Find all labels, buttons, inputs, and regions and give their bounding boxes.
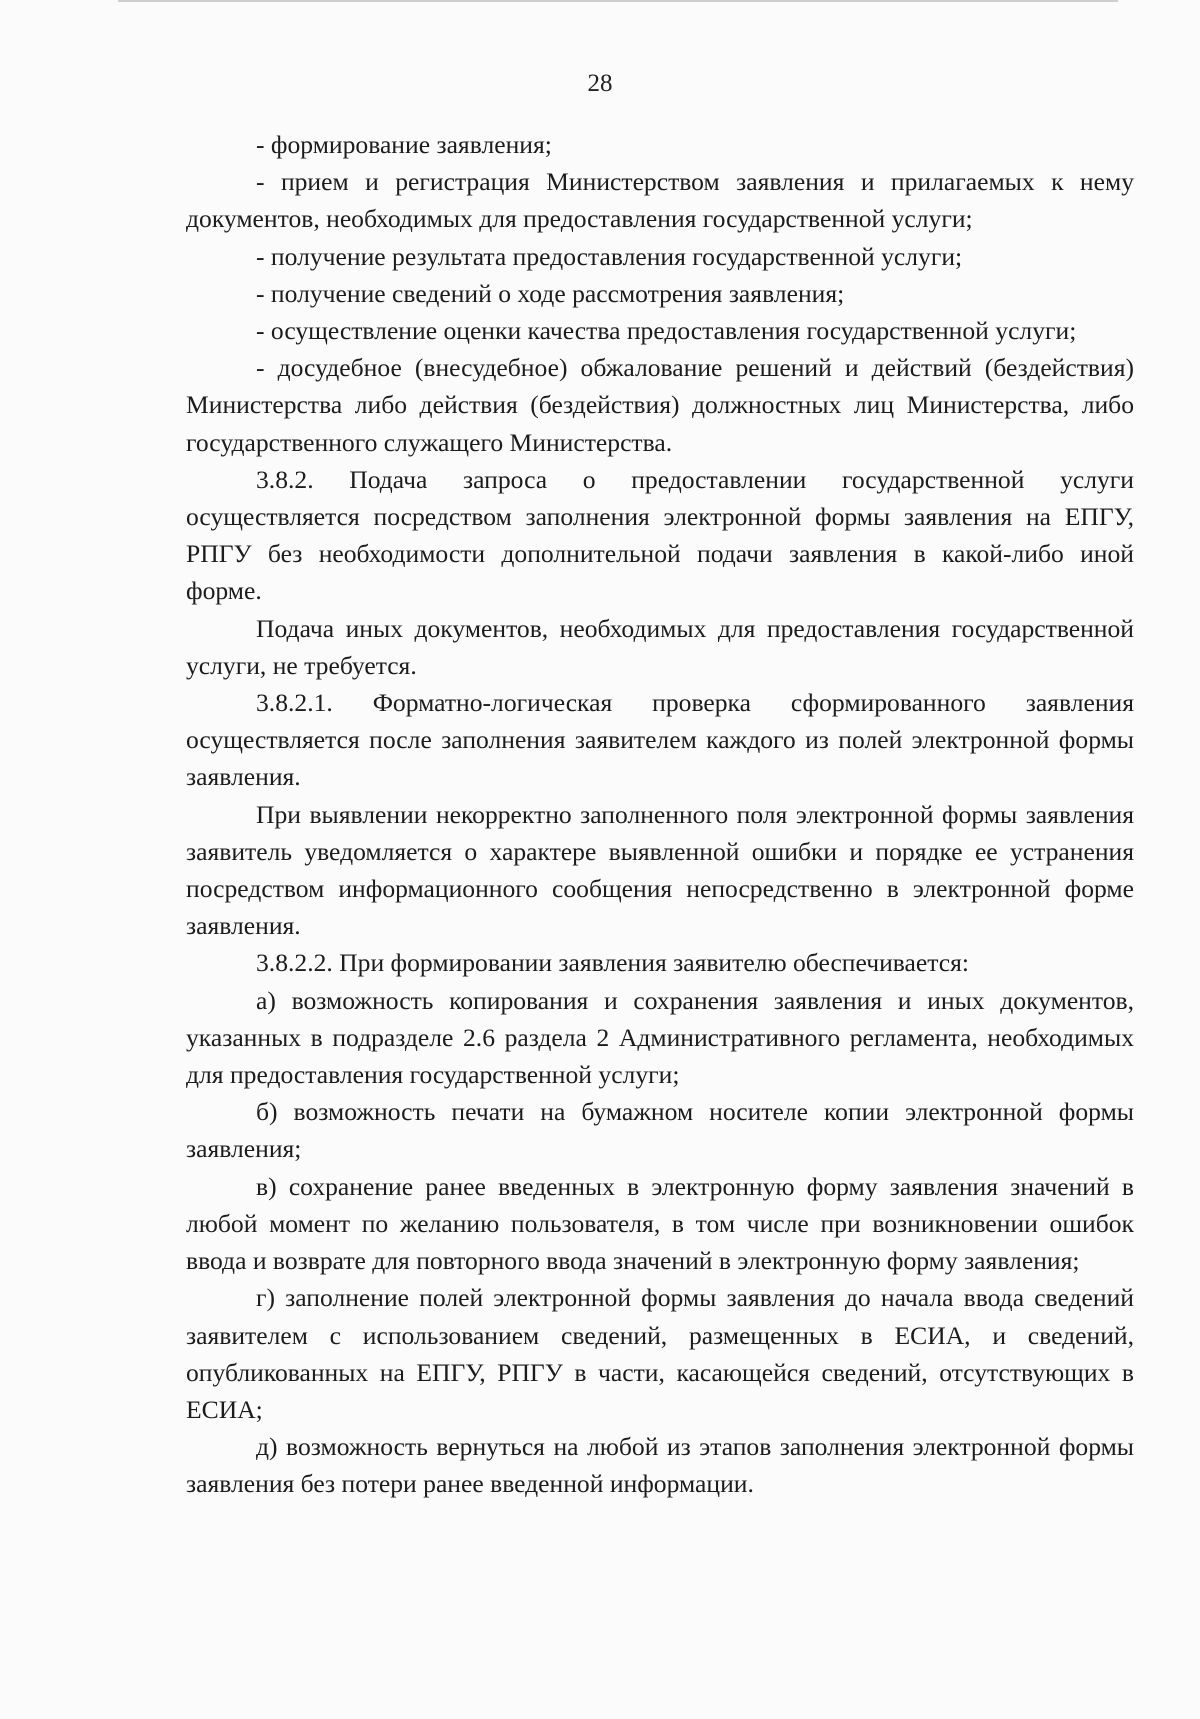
paragraph: - получение сведений о ходе рассмотрения заявления; bbox=[256, 278, 845, 308]
paragraph: д) возможность вернуться на любой из этапов заполнения электронной формы заявления без потери ранее введенной информации. bbox=[186, 1432, 1134, 1499]
paragraph: При выявлении некорректно заполненного поля электронной формы заявления заявитель уведомляется о характере выявленной ошибки и порядке ее устранения посредством информационного сообщения непосредственно в электронной форме заявления. bbox=[186, 799, 1134, 941]
paragraph: Подача иных документов, необходимых для предоставления государственной услуги, не требуется. bbox=[186, 613, 1134, 680]
paragraph: - прием и регистрация Министерством заявления и прилагаемых к нему документов, необходимых для предоставления государственной услуги; bbox=[186, 167, 1134, 234]
paragraph: 3.8.2.2. При формировании заявления заявителю обеспечивается: bbox=[256, 948, 970, 978]
page-number: 28 bbox=[587, 70, 613, 97]
paragraph: - досудебное (внесудебное) обжалование решений и действий (бездействия) Министерства либо действия (бездействия) должностных лиц Министерства, либо государственного служащего Министерства. bbox=[186, 353, 1134, 457]
document-body bbox=[186, 126, 1134, 1503]
paragraph: г) заполнение полей электронной формы заявления до начала ввода сведений заявителем с использованием сведений, размещенных в ЕСИА, и сведений, опубликованных на ЕПГУ, РПГУ в части, касающейся сведений, отсутствующих в ЕСИА; bbox=[186, 1283, 1134, 1424]
paragraph: 3.8.2.1. Форматно-логическая проверка сформированного заявления осуществляется после заполнения заявителем каждого из полей электронной формы заявления. bbox=[186, 688, 1134, 792]
paragraph: - осуществление оценки качества предоставления государственной услуги; bbox=[256, 316, 1077, 346]
paragraph: б) возможность печати на бумажном носителе копии электронной формы заявления; bbox=[186, 1097, 1134, 1164]
top-rule bbox=[118, 0, 1118, 2]
paragraph: - получение результата предоставления государственной услуги; bbox=[256, 241, 963, 271]
paragraph: а) возможность копирования и сохранения заявления и иных документов, указанных в подразделе 2.6 раздела 2 Административного регламента, необходимых для предоставления государственной услуги; bbox=[186, 985, 1134, 1090]
paragraph: 3.8.2. Подача запроса о предоставлении государственной услуги осуществляется посредством заполнения электронной формы заявления на ЕПГУ, РПГУ без необходимости дополнительной подачи заявления в какой-либо иной форме. bbox=[186, 464, 1134, 606]
paragraph: в) сохранение ранее введенных в электронную форму заявления значений в любой момент по желанию пользователя, в том числе при возникновении ошибок ввода и возврате для повторного ввода значений в электронную форму заявления; bbox=[186, 1171, 1134, 1276]
paragraph: - формирование заявления; bbox=[256, 130, 552, 159]
